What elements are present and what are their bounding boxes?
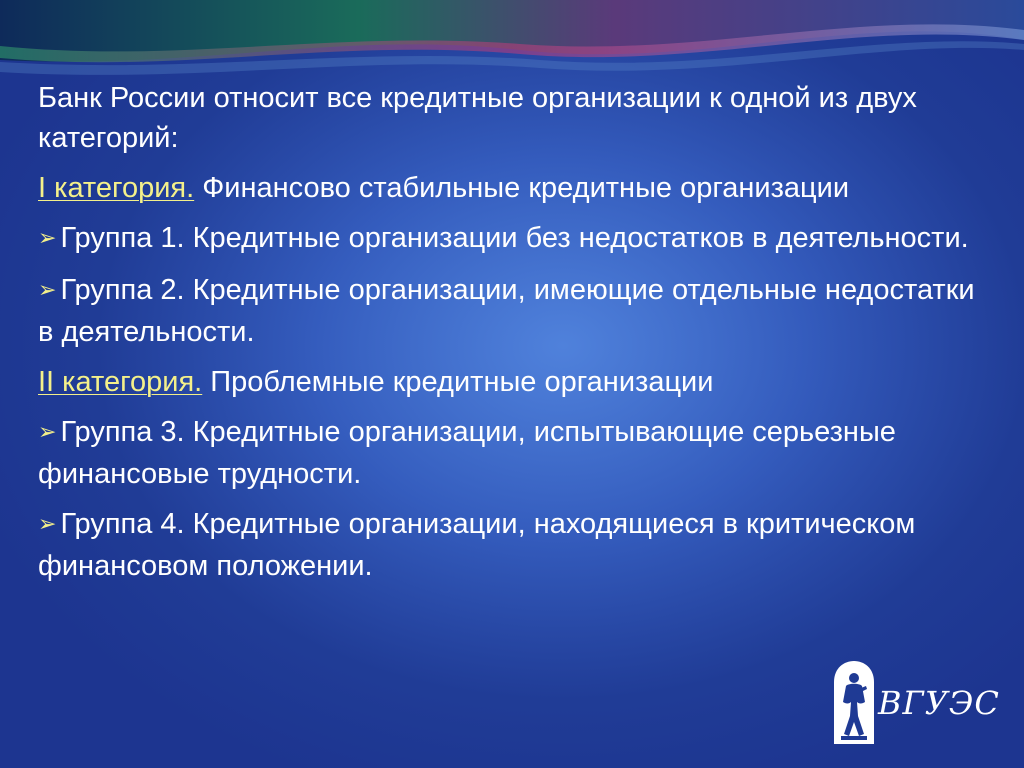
logo-text: ВГУЭС bbox=[878, 684, 1000, 722]
group-1-text: Группа 1. Кредитные организации без недостатков в деятельности. bbox=[60, 222, 969, 254]
category-2 bbox=[38, 362, 978, 402]
group-4 bbox=[38, 504, 978, 586]
arrow-bullet-icon: ➢ bbox=[38, 277, 57, 302]
group-1 bbox=[38, 218, 978, 260]
arrow-bullet-icon: ➢ bbox=[38, 511, 57, 536]
arrow-bullet-icon: ➢ bbox=[38, 419, 57, 444]
arrow-bullet-icon: ➢ bbox=[38, 225, 57, 250]
decorative-swoosh bbox=[0, 0, 1024, 90]
vguesuniversity-logo-icon bbox=[832, 660, 876, 744]
category-1-description: Финансово стабильные кредитные организации bbox=[194, 172, 850, 204]
university-logo bbox=[832, 660, 1022, 748]
group-3-text: Группа 3. Кредитные организации, испытывающие серьезные финансовые трудности. bbox=[38, 416, 896, 490]
category-2-label: II категория. bbox=[38, 366, 203, 398]
group-2 bbox=[38, 270, 978, 352]
group-4-text: Группа 4. Кредитные организации, находящиеся в критическом финансовом положении. bbox=[38, 508, 916, 582]
category-1 bbox=[38, 168, 978, 208]
slide-content bbox=[38, 78, 978, 596]
group-3 bbox=[38, 412, 978, 494]
category-2-description: Проблемные кредитные организации bbox=[202, 366, 714, 398]
intro-text: Банк России относит все кредитные организации к одной из двух категорий: bbox=[38, 82, 917, 154]
category-1-label: I категория. bbox=[38, 172, 195, 204]
group-2-text: Группа 2. Кредитные организации, имеющие отдельные недостатки в деятельности. bbox=[38, 274, 975, 348]
